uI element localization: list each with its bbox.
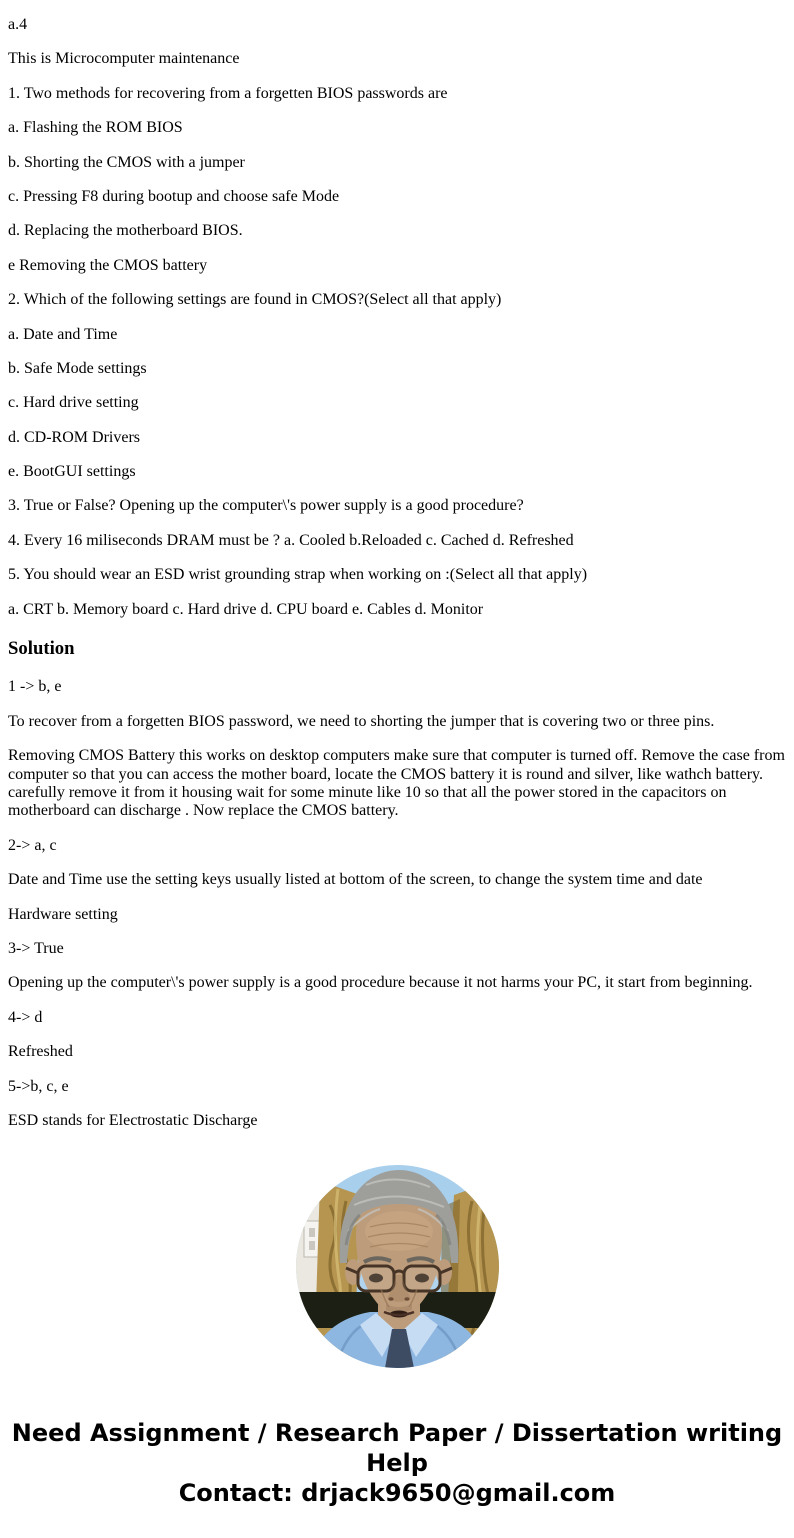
footer-help-text: Need Assignment / Research Paper / Dissertation writing Help bbox=[11, 1419, 783, 1478]
paragraph: d. Replacing the motherboard BIOS. bbox=[8, 222, 243, 240]
light-switch-slot bbox=[309, 1241, 315, 1250]
nostril-right bbox=[404, 1298, 409, 1302]
paragraph: Removing CMOS Battery this works on desktop computers make sure that computer is turned off. Remove the case from computer so that you can access the mother board, locate the CMOS battery it is round and silver, like wathch battery. carefully remove it from it housing wait for some minute like 10 so that all the power stored in the capacitors on motherboard can discharge . Now replace the CMOS battery. bbox=[8, 747, 785, 820]
paragraph: b. Shorting the CMOS with a jumper bbox=[8, 153, 245, 171]
paragraph: c. Pressing F8 during bootup and choose safe Mode bbox=[8, 187, 340, 205]
paragraph: a. Date and Time bbox=[8, 325, 118, 343]
bottom-spacer bbox=[8, 1508, 786, 1530]
paragraph: Refreshed bbox=[8, 1043, 73, 1061]
paragraph: This is Microcomputer maintenance bbox=[8, 50, 240, 68]
paragraph: 2. Which of the following settings are found in CMOS?(Select all that apply) bbox=[8, 291, 502, 309]
solution-block bbox=[8, 678, 786, 1130]
avatar-container bbox=[8, 1165, 786, 1368]
paragraph: 2-> a, c bbox=[8, 836, 57, 854]
paragraph: Opening up the computer\'s power supply is a good procedure because it not harms your PC, it start from beginning. bbox=[8, 974, 753, 992]
paragraph: 1. Two methods for recovering from a forgetten BIOS passwords are bbox=[8, 84, 448, 102]
paragraph: ESD stands for Electrostatic Discharge bbox=[8, 1111, 258, 1129]
paragraph: e. BootGUI settings bbox=[8, 463, 136, 481]
paragraph: 3-> True bbox=[8, 939, 64, 957]
nostril-left bbox=[388, 1298, 393, 1302]
profile-photo bbox=[296, 1165, 499, 1368]
paragraph: 4. Every 16 miliseconds DRAM must be ? a. Cooled b.Reloaded c. Cached d. Refreshed bbox=[8, 531, 574, 549]
paragraph: e Removing the CMOS battery bbox=[8, 256, 208, 274]
forehead-highlight bbox=[365, 1211, 433, 1251]
paragraph: Hardware setting bbox=[8, 905, 118, 923]
paragraph: a. CRT b. Memory board c. Hard drive d. CPU board e. Cables d. Monitor bbox=[8, 600, 484, 618]
footer-contact-email: Contact: drjack9650@gmail.com bbox=[178, 1479, 616, 1508]
paragraph: Date and Time use the setting keys usually listed at bottom of the screen, to change the system time and date bbox=[8, 871, 703, 889]
paragraph: 4-> d bbox=[8, 1008, 43, 1026]
paragraph: 5. You should wear an ESD wrist grounding strap when working on :(Select all that apply) bbox=[8, 566, 588, 584]
light-switch-slot bbox=[309, 1228, 315, 1237]
solution-heading: Solution bbox=[8, 637, 75, 659]
footer bbox=[8, 1418, 786, 1508]
paragraph: 1 -> b, e bbox=[8, 678, 62, 696]
paragraph: 5->b, c, e bbox=[8, 1077, 69, 1095]
question-block bbox=[8, 16, 786, 619]
paragraph: To recover from a forgetten BIOS password, we need to shorting the jumper that is covering two or three pins. bbox=[8, 712, 715, 730]
paragraph: a. Flashing the ROM BIOS bbox=[8, 119, 183, 137]
paragraph: d. CD-ROM Drivers bbox=[8, 428, 140, 446]
paragraph: c. Hard drive setting bbox=[8, 394, 139, 412]
paragraph: 3. True or False? Opening up the computer\'s power supply is a good procedure? bbox=[8, 497, 524, 515]
paragraph: b. Safe Mode settings bbox=[8, 359, 147, 377]
paragraph: a.4 bbox=[8, 16, 28, 33]
